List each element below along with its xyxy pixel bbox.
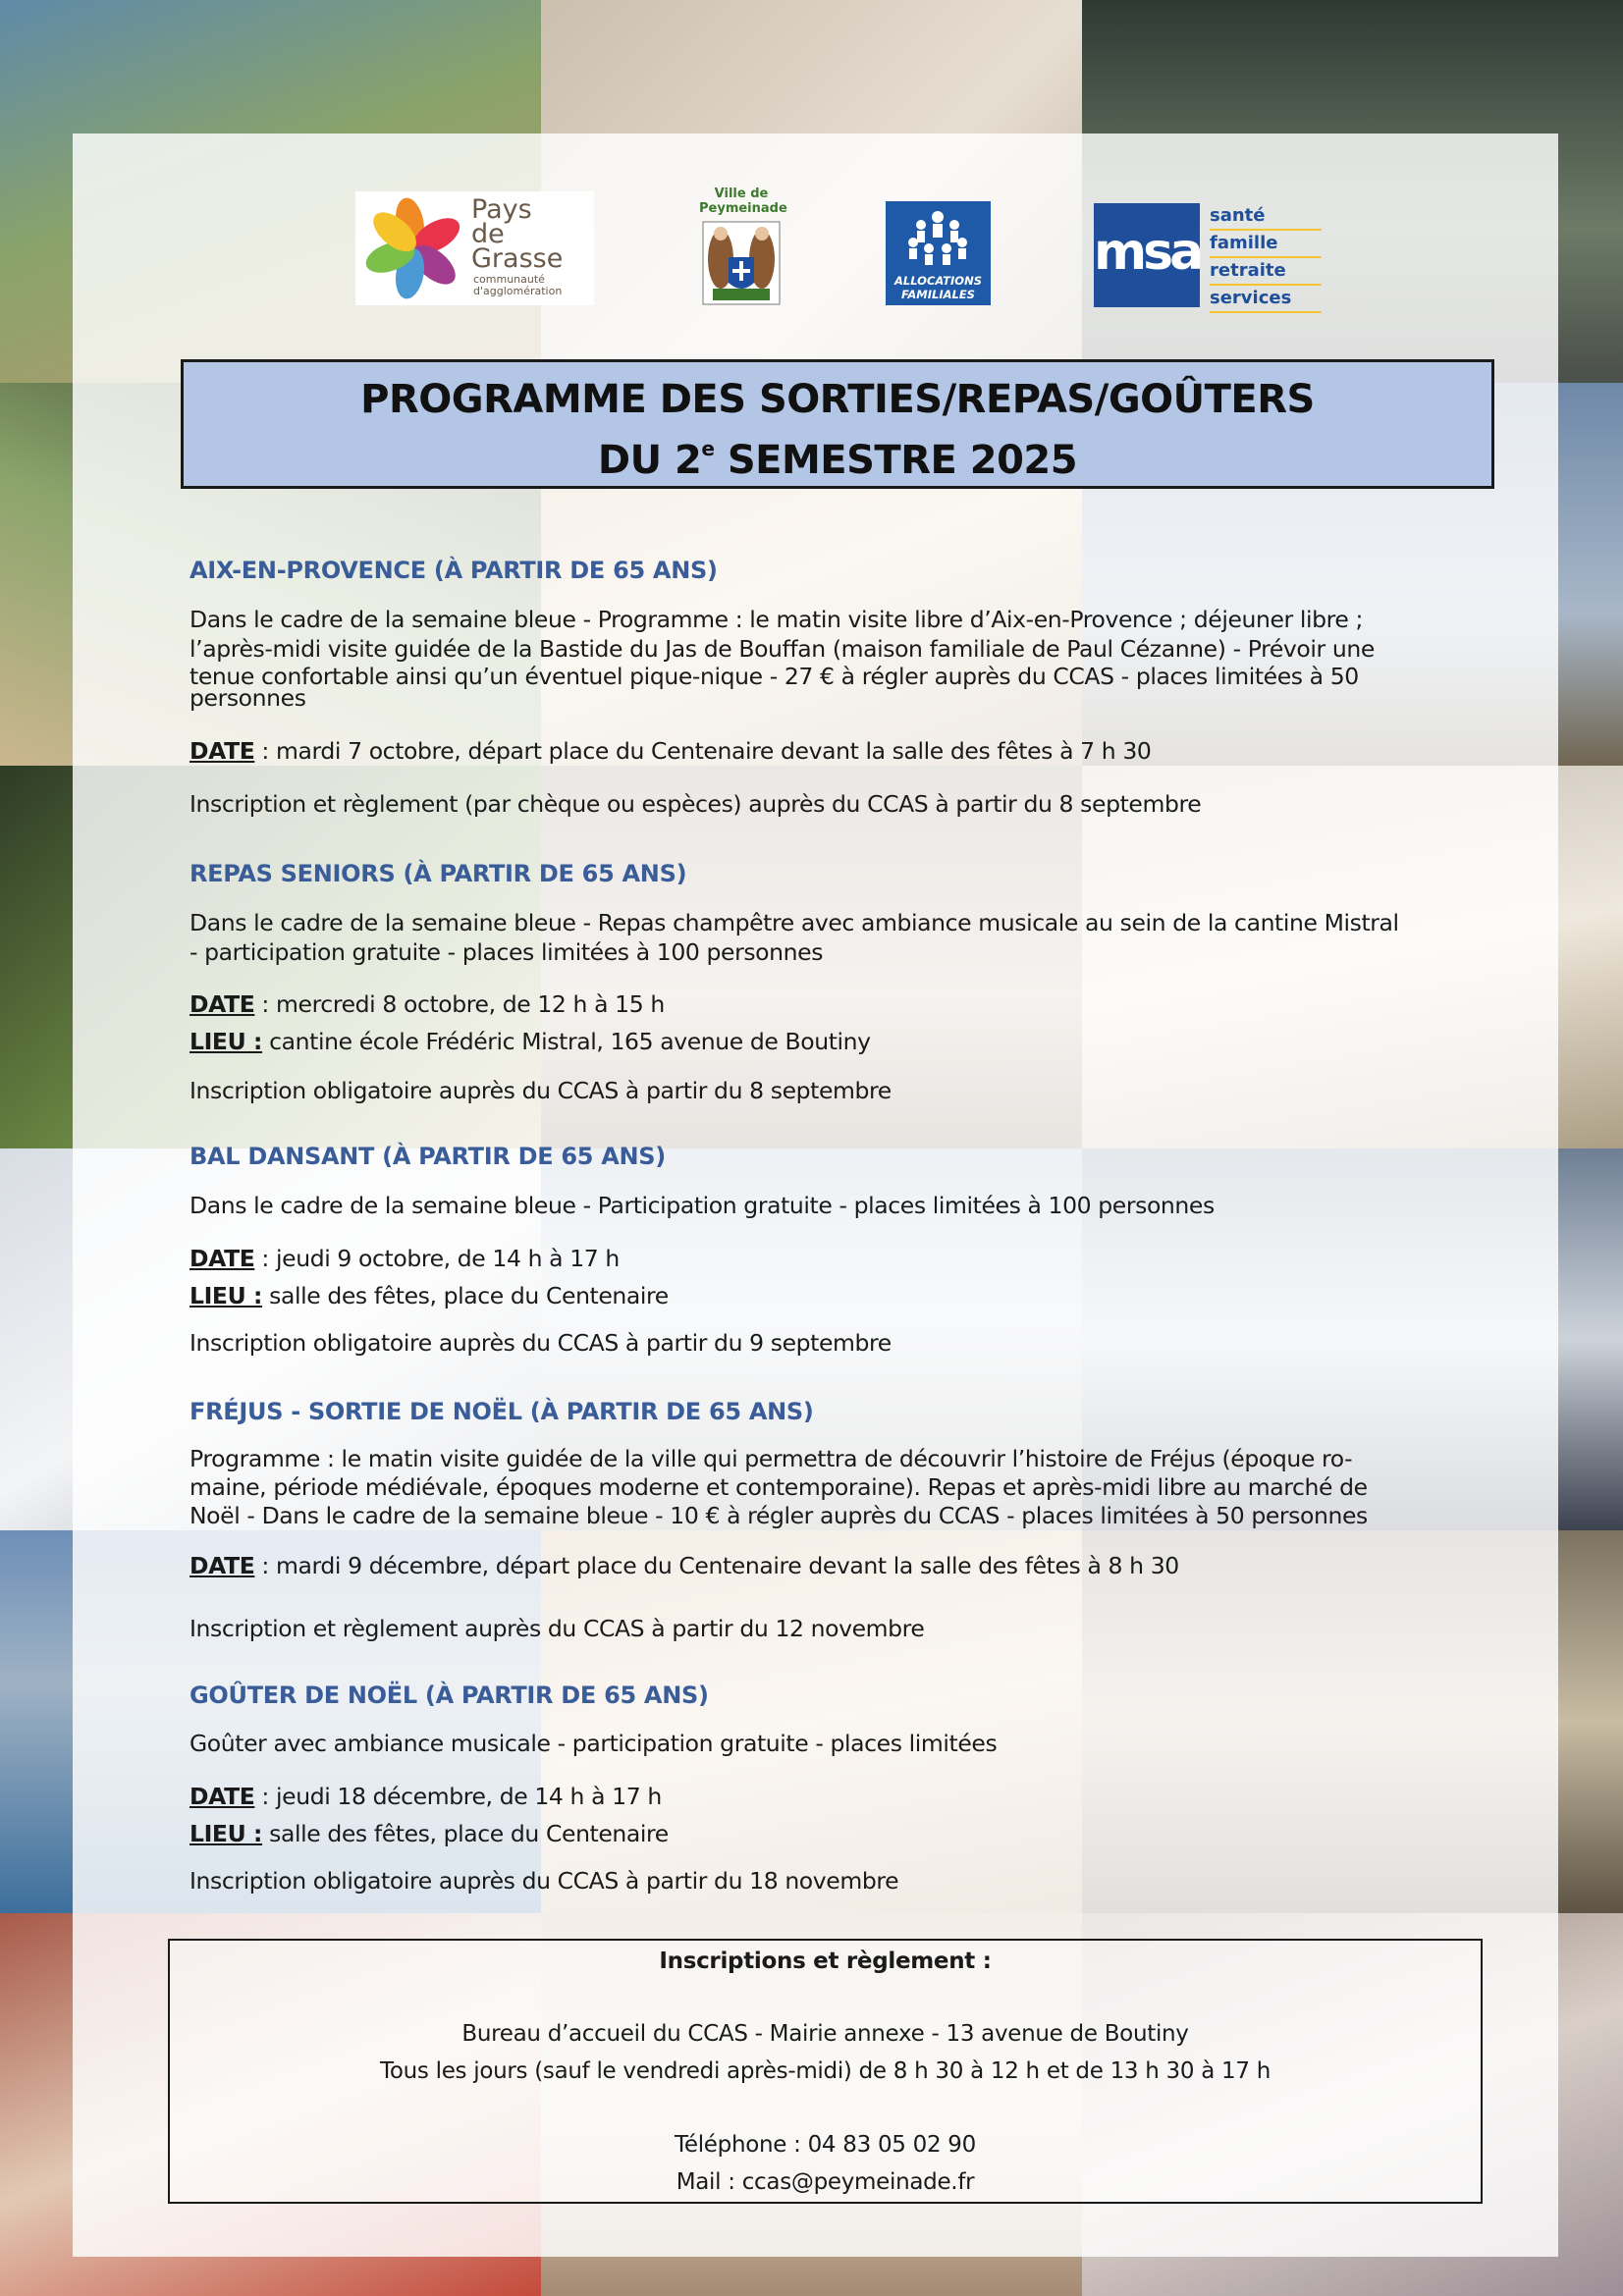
section-desc-line: Dans le cadre de la semaine bleue - Participation gratuite - places limitées à 100 personnes [189, 1192, 1215, 1219]
date-label: DATE [189, 737, 255, 765]
section-bal-dansant [189, 1143, 1486, 1368]
caf-line1: ALLOCATIONS [894, 274, 982, 288]
lieu-label: LIEU : [189, 1282, 263, 1309]
date-line [189, 1245, 620, 1272]
inscription-line: Inscription obligatoire auprès du CCAS à partir du 8 septembre [189, 1077, 892, 1104]
section-desc-line: - participation gratuite - places limitées à 100 personnes [189, 938, 824, 966]
msa-item-services: services [1210, 286, 1322, 313]
lieu-value: salle des fêtes, place du Centenaire [262, 1820, 669, 1847]
coat-of-arms-icon [699, 220, 784, 308]
inscription-line: Inscription et règlement auprès du CCAS à partir du 12 novembre [189, 1615, 925, 1642]
date-line [189, 1552, 1179, 1579]
info-phone: Téléphone : 04 83 05 02 90 [675, 2132, 976, 2158]
caf-people-icon [886, 205, 991, 274]
lieu-line [189, 1028, 871, 1055]
flower-icon [355, 191, 473, 305]
ville-de-peymeinade-logo [699, 187, 787, 308]
section-desc-line: Goûter avec ambiance musicale - participation gratuite - places limitées [189, 1730, 998, 1757]
date-value: : mardi 9 décembre, départ place du Centenaire devant la salle des fêtes à 8 h 30 [254, 1552, 1179, 1579]
date-line [189, 1783, 662, 1810]
date-label: DATE [189, 1552, 255, 1579]
section-gouter-de-noel [189, 1682, 1486, 1907]
section-frejus [189, 1398, 1486, 1653]
caf-line2: FAMILIALES [901, 288, 975, 301]
msa-mark: msa [1094, 203, 1200, 307]
page-title [181, 359, 1494, 489]
lieu-line [189, 1282, 669, 1309]
msa-logo [1094, 203, 1322, 307]
section-desc-line: l’après-midi visite guidée de la Bastide du Jas de Bouffan (maison familiale de Paul Cézanne) - Prévoir une [189, 635, 1375, 663]
inscription-line: Inscription et règlement (par chèque ou espèces) auprès du CCAS à partir du 8 septembre [189, 790, 1202, 818]
info-hours: Tous les jours (sauf le vendredi après-midi) de 8 h 30 à 12 h et de 13 h 30 à 17 h [380, 2058, 1271, 2084]
section-title: AIX-EN-PROVENCE (À PARTIR DE 65 ANS) [189, 557, 718, 584]
caf-logo [886, 201, 991, 305]
section-desc-line: Programme : le matin visite guidée de la ville qui permettra de découvrir l’histoire de Fréjus (époque ro- [189, 1445, 1353, 1472]
date-value: : mercredi 8 octobre, de 12 h à 15 h [254, 990, 665, 1018]
title-line2-sup: e [701, 437, 715, 460]
lieu-line [189, 1820, 669, 1847]
contact-info-box [168, 1939, 1483, 2204]
pdg-line2: de [471, 219, 505, 249]
section-desc-line: tenue confortable ainsi qu’un éventuel pique-nique - 27 € à régler auprès du CCAS - places limitées à 50 [189, 663, 1359, 690]
title-line1: PROGRAMME DES SORTIES/REPAS/GOÛTERS [360, 377, 1315, 422]
section-desc-line: Dans le cadre de la semaine bleue - Programme : le matin visite libre d’Aix-en-Provence ; déjeuner libre ; [189, 606, 1364, 633]
date-line [189, 990, 665, 1018]
msa-item-sante: santé [1210, 203, 1322, 231]
date-label: DATE [189, 1783, 255, 1810]
date-label: DATE [189, 990, 255, 1018]
section-desc-line: maine, période médiévale, époques moderne et contemporaine). Repas et après-midi libre au marché de [189, 1473, 1368, 1501]
title-line2-post: SEMESTRE 2025 [714, 438, 1078, 483]
vdp-line2: Peymeinade [699, 201, 787, 216]
pdg-sub1: communauté [473, 273, 545, 286]
title-line2 [184, 424, 1491, 485]
msa-item-famille: famille [1210, 231, 1322, 258]
section-repas-seniors [189, 860, 1486, 1115]
lieu-label: LIEU : [189, 1028, 263, 1055]
section-aix-en-provence [189, 557, 1486, 822]
pdg-line1: Pays [471, 194, 532, 225]
info-address: Bureau d’accueil du CCAS - Mairie annexe - 13 avenue de Boutiny [461, 2021, 1189, 2047]
section-desc-line: Noël - Dans le cadre de la semaine bleue - 10 € à régler auprès du CCAS - places limitées à 50 personnes [189, 1502, 1368, 1529]
section-title: FRÉJUS - SORTIE DE NOËL (À PARTIR DE 65 ANS) [189, 1398, 814, 1425]
info-mail: Mail : ccas@peymeinade.fr [676, 2169, 975, 2195]
vdp-line1: Ville de [714, 187, 769, 201]
lieu-value: cantine école Frédéric Mistral, 165 avenue de Boutiny [262, 1028, 871, 1055]
info-heading: Inscriptions et règlement : [659, 1949, 992, 1974]
date-value: : jeudi 9 octobre, de 14 h à 17 h [254, 1245, 620, 1272]
inscription-line: Inscription obligatoire auprès du CCAS à partir du 18 novembre [189, 1867, 899, 1895]
section-title: REPAS SENIORS (À PARTIR DE 65 ANS) [189, 860, 687, 887]
date-label: DATE [189, 1245, 255, 1272]
section-desc-line: Dans le cadre de la semaine bleue - Repas champêtre avec ambiance musicale au sein de la cantine Mistral [189, 909, 1399, 936]
section-desc-line: personnes [189, 684, 306, 712]
section-title: GOÛTER DE NOËL (À PARTIR DE 65 ANS) [189, 1682, 709, 1709]
lieu-value: salle des fêtes, place du Centenaire [262, 1282, 669, 1309]
title-line2-pre: DU 2 [597, 438, 702, 483]
pdg-sub2: d'agglomération [473, 285, 563, 297]
inscription-line: Inscription obligatoire auprès du CCAS à partir du 9 septembre [189, 1329, 892, 1357]
date-value: : jeudi 18 décembre, de 14 h à 17 h [254, 1783, 662, 1810]
pays-de-grasse-logo [355, 191, 594, 305]
pdg-line3: Grasse [471, 243, 564, 274]
section-title: BAL DANSANT (À PARTIR DE 65 ANS) [189, 1143, 666, 1170]
msa-item-retraite: retraite [1210, 258, 1322, 286]
date-value: : mardi 7 octobre, départ place du Centenaire devant la salle des fêtes à 7 h 30 [254, 737, 1152, 765]
date-line [189, 737, 1151, 765]
lieu-label: LIEU : [189, 1820, 263, 1847]
